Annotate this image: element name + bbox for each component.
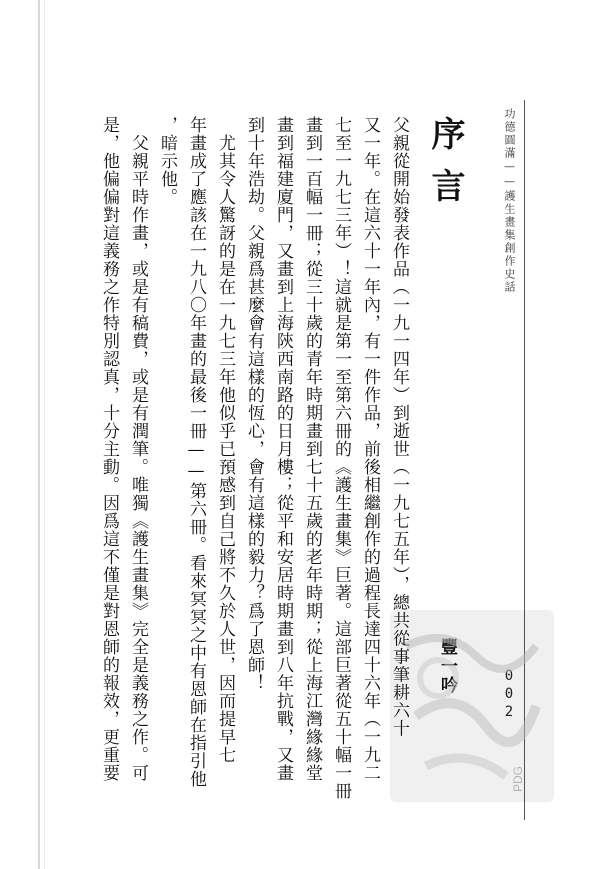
stamp-label: PDG [511, 765, 525, 792]
stamp-background [390, 610, 554, 802]
library-watermark-stamp [386, 606, 558, 806]
page-binding-edge [38, 0, 40, 869]
body-column-11: 是，他偏偏對這義務之作特別認真，十分主動。因爲這不僅是對恩師的報效，更重要 [99, 116, 119, 782]
running-head: 功德圓滿——護生畫集創作史話 [503, 108, 516, 294]
body-column-3: 七至一九七三年）！這就是第一至第六冊的《護生畫集》巨著。這部巨著從五十幅一冊 [331, 116, 351, 800]
body-column-7: 尤其令人驚訝的是在一九七三年他似乎已預感到自己將不久於人世，因而提早七 [215, 134, 235, 764]
stamp-brush-stroke [426, 758, 506, 776]
stamp-brush-stroke [406, 638, 536, 669]
author-name: 豐一吟 [437, 638, 457, 695]
body-column-5: 畫到福建廈門，又畫到上海陝西南路的日月樓；從平和安居時期畫到八年抗戰，又畫 [273, 116, 293, 782]
body-column-10: 父親平時作畫，或是有稿費，或是有潤筆。唯獨《護生畫集》完全是義務之作。可 [128, 134, 148, 782]
body-column-6: 到十年浩劫。父親爲甚麼會有這樣的恆心，會有這樣的毅力？爲了恩師！ [244, 116, 264, 692]
body-column-8: 年畫成了應該在一九八〇年畫的最後一冊——第六冊。看來冥冥之中有恩師在指引他 [186, 116, 206, 788]
page-title: 序言 [425, 116, 465, 220]
body-column-9: ，暗示他。 [157, 116, 177, 206]
body-column-4: 畫到一百幅一冊；從三十歲的青年時期畫到七十五歲的老年時期；從上海江灣緣緣堂 [302, 116, 322, 782]
page-number: 002 [501, 668, 517, 722]
body-column-2: 又一年。在這六十一年內，有一件作品，前後相繼創作的過程長達四十六年（一九二 [360, 116, 380, 782]
body-column-1: 父親從開始發表作品（一九一四年）到逝世（一九七五年），總共從事筆耕六十 [389, 116, 409, 738]
page-binding-edge-inner [44, 0, 45, 869]
stamp-brush-stroke [416, 703, 536, 742]
running-head-rule [524, 100, 525, 820]
